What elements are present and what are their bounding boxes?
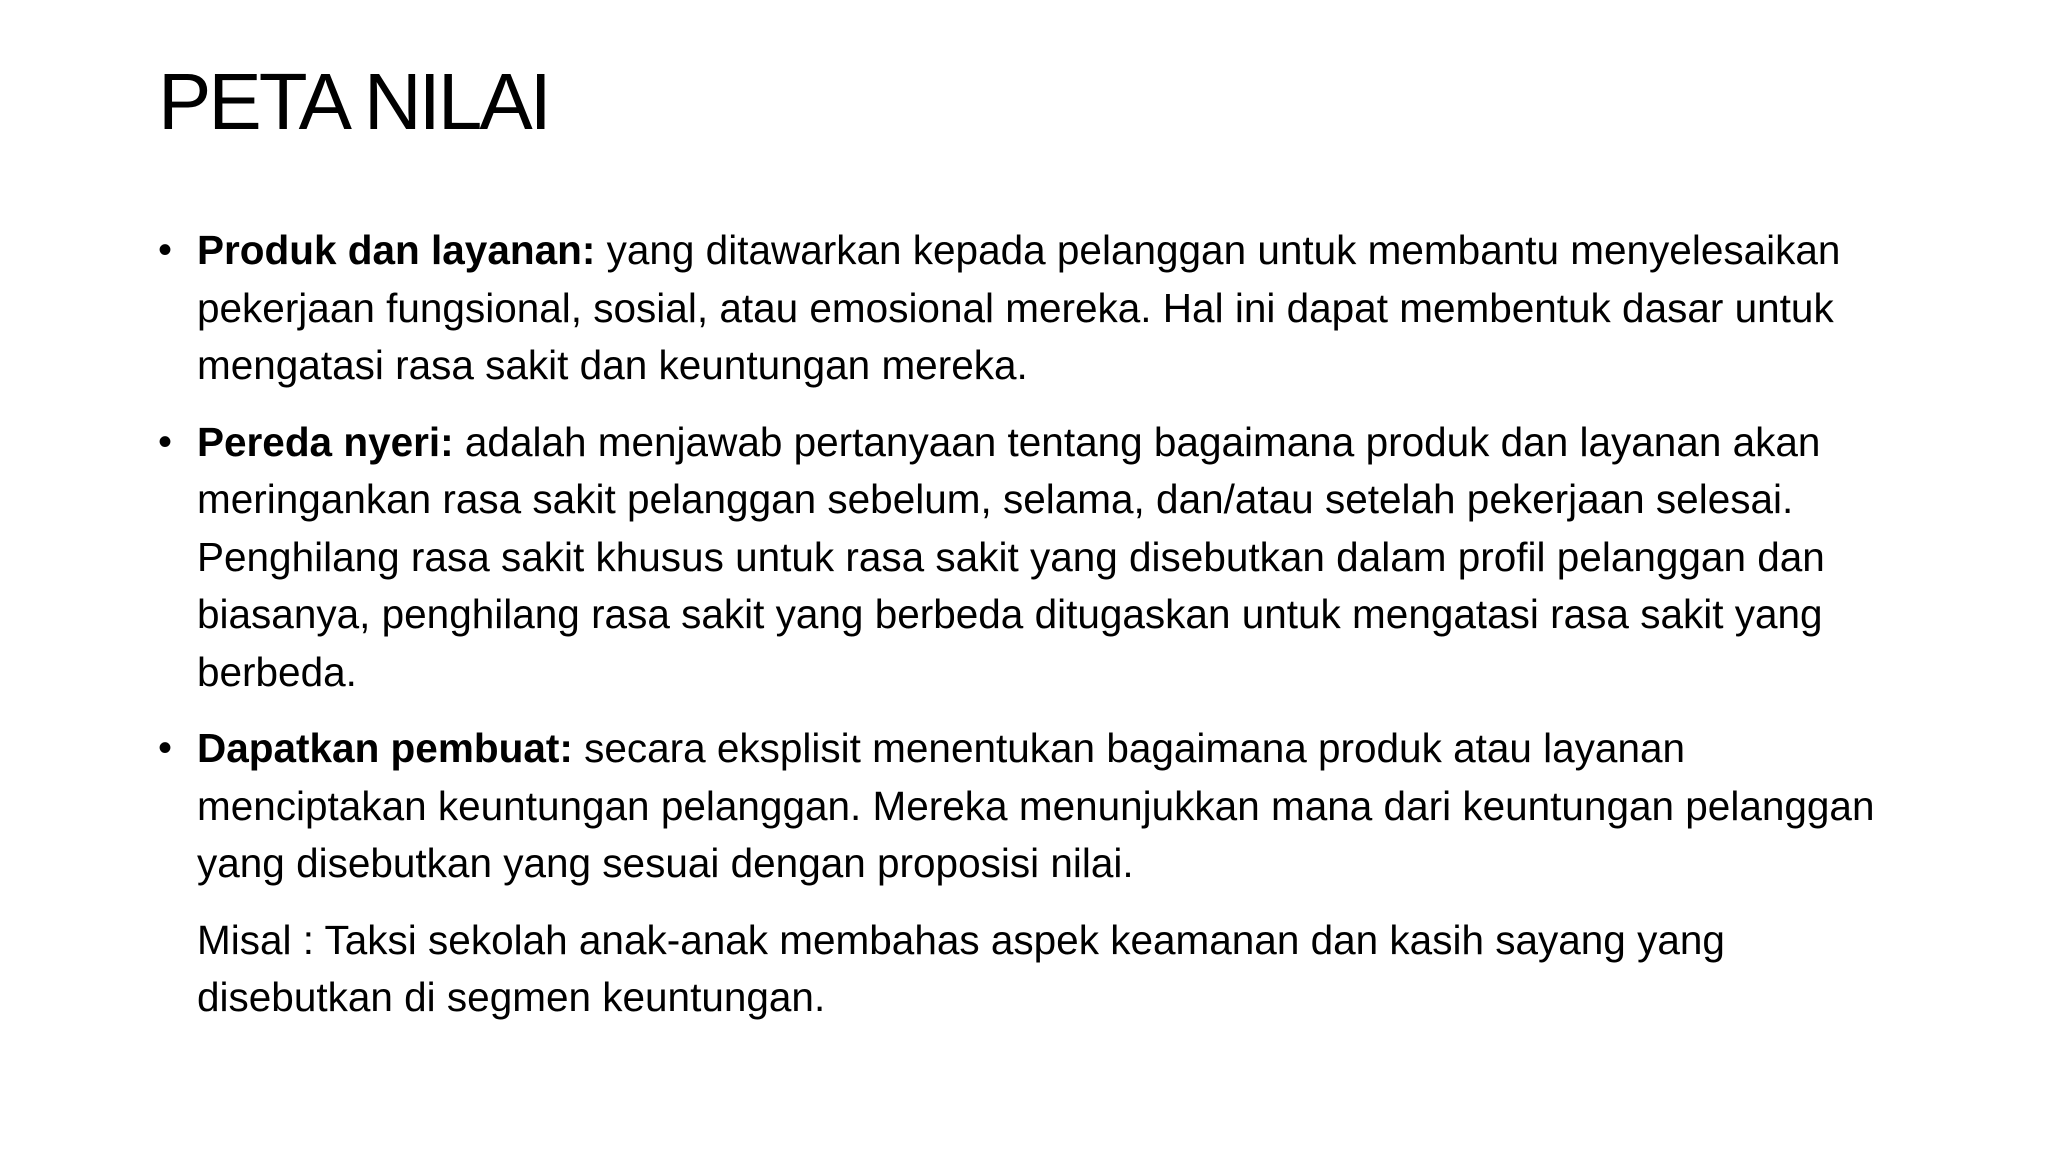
bullet-item-gain-creators [158,720,1918,893]
slide-content [158,222,1918,1027]
bullet-term: Produk dan layanan: [197,227,596,273]
bullet-text: yang ditawarkan kepada pelanggan untuk membantu menyelesaikan pekerjaan fungsional, sosial, atau emosional mereka. Hal ini dapat membentuk dasar untuk mengatasi rasa sakit dan keuntungan mereka. [197,227,1841,388]
bullet-term: Pereda nyeri: [197,418,454,465]
example-paragraph: Misal : Taksi sekolah anak-anak membahas aspek keamanan dan kasih sayang yang disebutkan di segmen keuntungan. [197,916,1725,1020]
bullet-term: Dapatkan pembuat: [197,725,573,771]
bullet-text: secara eksplisit menentukan bagaimana produk atau layanan menciptakan keuntungan pelanggan. Mereka menunjukkan mana dari keuntungan pelanggan yang disebutkan yang sesuai dengan proposisi nilai. [197,725,1875,886]
bullet-item-pain-relievers [158,414,1918,702]
slide-title: PETA NILAI [158,57,549,146]
bullet-icon: • [158,419,173,464]
bullet-icon: • [158,726,173,770]
bullet-item-products-services [158,222,1918,395]
bullet-icon: • [158,228,173,272]
bullet-text: adalah menjawab pertanyaan tentang bagaimana produk dan layanan akan meringankan rasa sakit pelanggan sebelum, selama, dan/atau setelah pekerjaan selesai. Penghilang rasa sakit khusus untuk rasa sakit yang disebutkan dalam profil pelanggan dan biasanya, penghilang rasa sakit yang berbeda ditugaskan untuk mengatasi rasa sakit yang berbeda. [197,418,1825,695]
